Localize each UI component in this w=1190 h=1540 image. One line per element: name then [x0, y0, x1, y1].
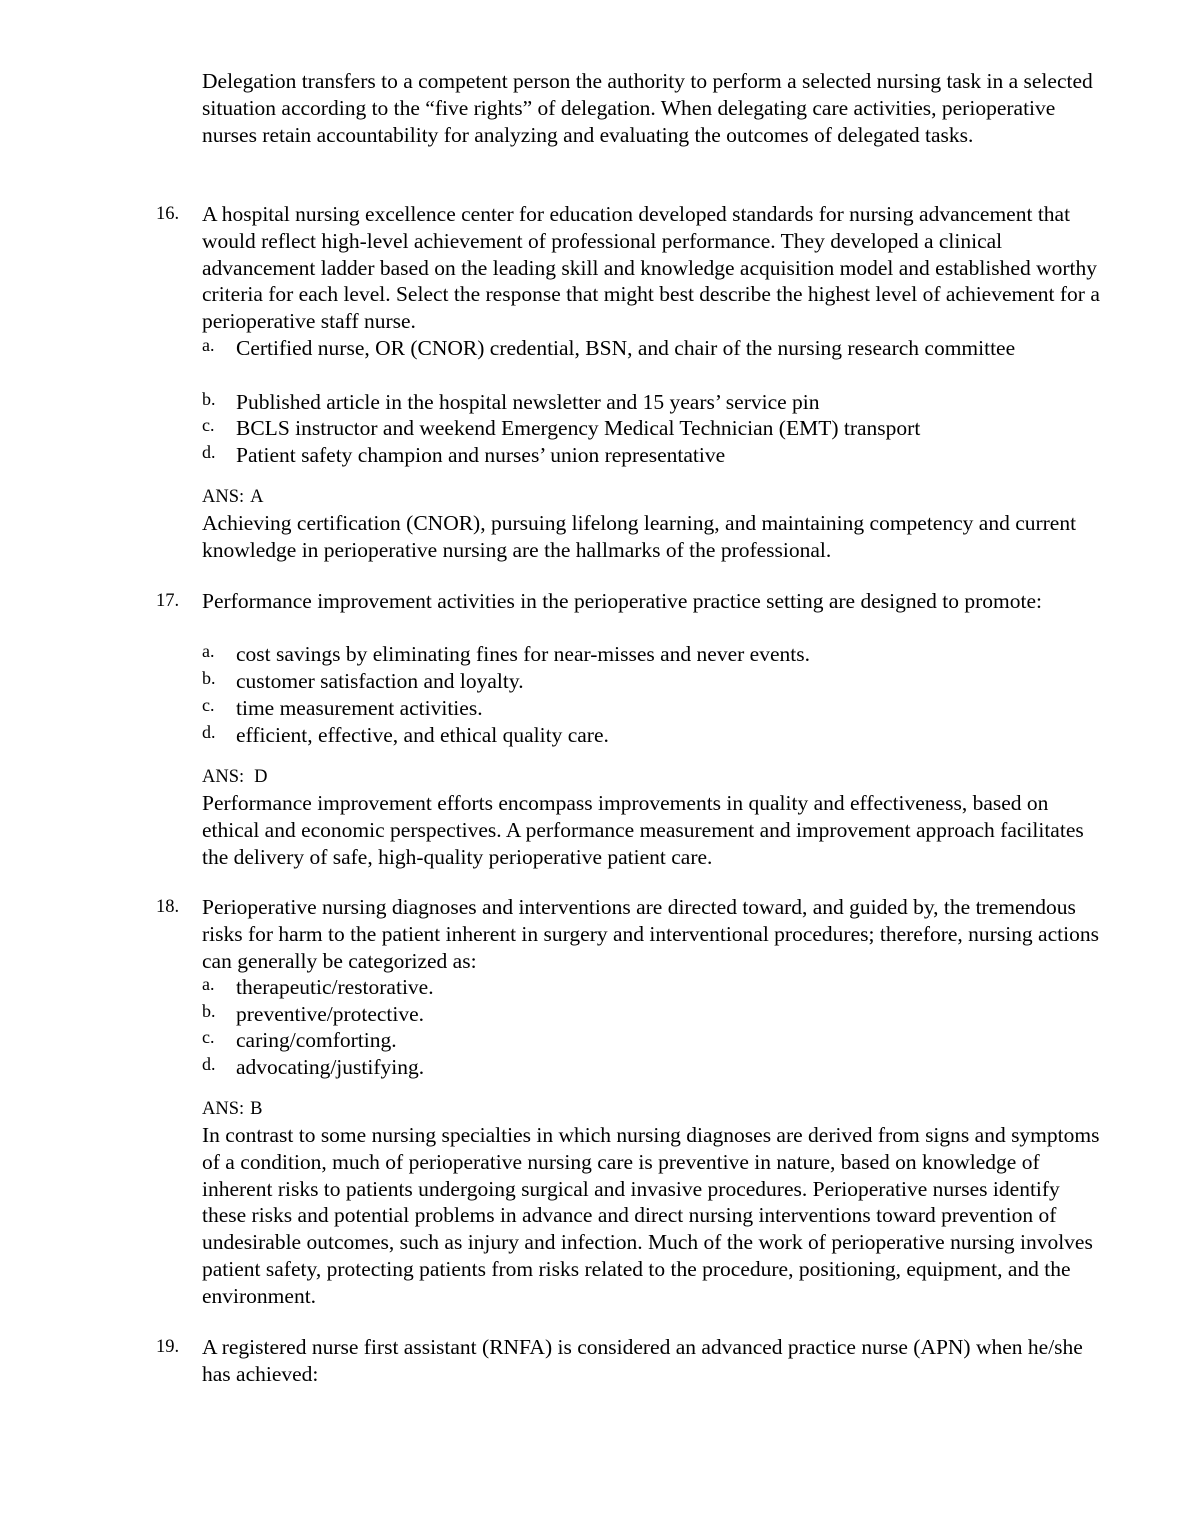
option-text: customer satisfaction and loyalty. [236, 669, 524, 693]
question-stem: A registered nurse first assistant (RNFA) is considered an advanced practice nurse (APN) when he/she has achieved: [202, 1335, 1083, 1386]
option-letter: b. [202, 389, 216, 409]
answer-letter: A [250, 487, 264, 507]
question-number: 17. [156, 591, 180, 611]
option-text: therapeutic/restorative. [236, 975, 434, 999]
option-letter: a. [202, 641, 215, 661]
option-text: Published article in the hospital newsletter and 15 years’ service pin [236, 390, 820, 414]
option-text: Certified nurse, OR (CNOR) credential, BSN, and chair of the nursing research committee [236, 336, 1016, 360]
option-letter: c. [202, 1027, 215, 1047]
answer-rationale: Performance improvement efforts encompass improvements in quality and effectiveness, based on ethical and economic perspectives. A performance measurement and improvement approach facilitates the delivery of safe, high-quality perioperative patient care. [202, 791, 1084, 869]
question-number: 19. [156, 1337, 180, 1357]
question-number: 16. [156, 204, 180, 224]
answer-line [202, 1096, 263, 1123]
option-letter: d. [202, 442, 216, 462]
option-c [202, 1027, 1102, 1054]
option-text: time measurement activities. [236, 696, 483, 720]
option-d [202, 1054, 1102, 1081]
answer-label: ANS: [202, 1099, 245, 1119]
question-stem: Perioperative nursing diagnoses and interventions are directed toward, and guided by, the tremendous risks for harm to the patient inherent in surgery and interventional procedures; therefore, nursing actions can generally be categorized as: [202, 895, 1099, 973]
option-d [202, 722, 1102, 749]
question-stem: A hospital nursing excellence center for education developed standards for nursing advancement that would reflect high-level achievement of professional performance. They developed a clinical advancement ladder based on the leading skill and knowledge acquisition model and established worthy criteria for each level. Select the response that might best describe the highest level of achievement for a perioperative staff nurse. [202, 202, 1100, 334]
option-a [202, 641, 1102, 668]
option-text: caring/comforting. [236, 1028, 397, 1052]
option-text: Patient safety champion and nurses’ union representative [236, 443, 726, 467]
answer-line [202, 764, 268, 791]
option-letter: c. [202, 695, 215, 715]
option-letter: b. [202, 1001, 216, 1021]
intro-rationale: Delegation transfers to a competent person the authority to perform a selected nursing task in a selected situation according to the “five rights” of delegation. When delegating care activities, perioperative nurses retain accountability for analyzing and evaluating the outcomes of delegated tasks. [202, 69, 1093, 147]
option-b [202, 1001, 1102, 1028]
answer-label: ANS: [202, 487, 245, 507]
option-text: BCLS instructor and weekend Emergency Medical Technician (EMT) transport [236, 416, 921, 440]
option-b [202, 389, 1102, 416]
option-c [202, 415, 1102, 442]
option-a [202, 974, 1102, 1001]
option-b [202, 668, 1102, 695]
option-letter: a. [202, 974, 215, 994]
question-number: 18. [156, 897, 180, 917]
answer-letter: D [254, 767, 268, 787]
option-letter: c. [202, 415, 215, 435]
option-letter: b. [202, 668, 216, 688]
answer-line [202, 484, 264, 511]
option-letter: d. [202, 722, 216, 742]
question-stem: Performance improvement activities in the perioperative practice setting are designed to promote: [202, 589, 1042, 613]
option-text: efficient, effective, and ethical quality care. [236, 723, 609, 747]
option-letter: d. [202, 1054, 216, 1074]
option-c [202, 695, 1102, 722]
answer-letter: B [250, 1099, 263, 1119]
answer-rationale: Achieving certification (CNOR), pursuing lifelong learning, and maintaining competency and current knowledge in perioperative nursing are the hallmarks of the professional. [202, 511, 1077, 562]
option-text: advocating/justifying. [236, 1055, 425, 1079]
option-text: cost savings by eliminating fines for near-misses and never events. [236, 642, 810, 666]
option-text: preventive/protective. [236, 1002, 425, 1026]
answer-rationale: In contrast to some nursing specialties in which nursing diagnoses are derived from signs and symptoms of a condition, much of perioperative nursing care is preventive in nature, based on knowledge of inherent risks to patients undergoing surgical and invasive procedures. Perioperative nurses identify these risks and potential problems in advance and direct nursing interventions toward prevention of undesirable outcomes, such as injury and infection. Much of the work of perioperative nursing involves patient safety, protecting patients from risks related to the procedure, positioning, equipment, and the environment. [202, 1123, 1100, 1308]
answer-label: ANS: [202, 767, 245, 787]
option-a [202, 335, 1102, 362]
option-letter: a. [202, 335, 215, 355]
option-d [202, 442, 1102, 469]
